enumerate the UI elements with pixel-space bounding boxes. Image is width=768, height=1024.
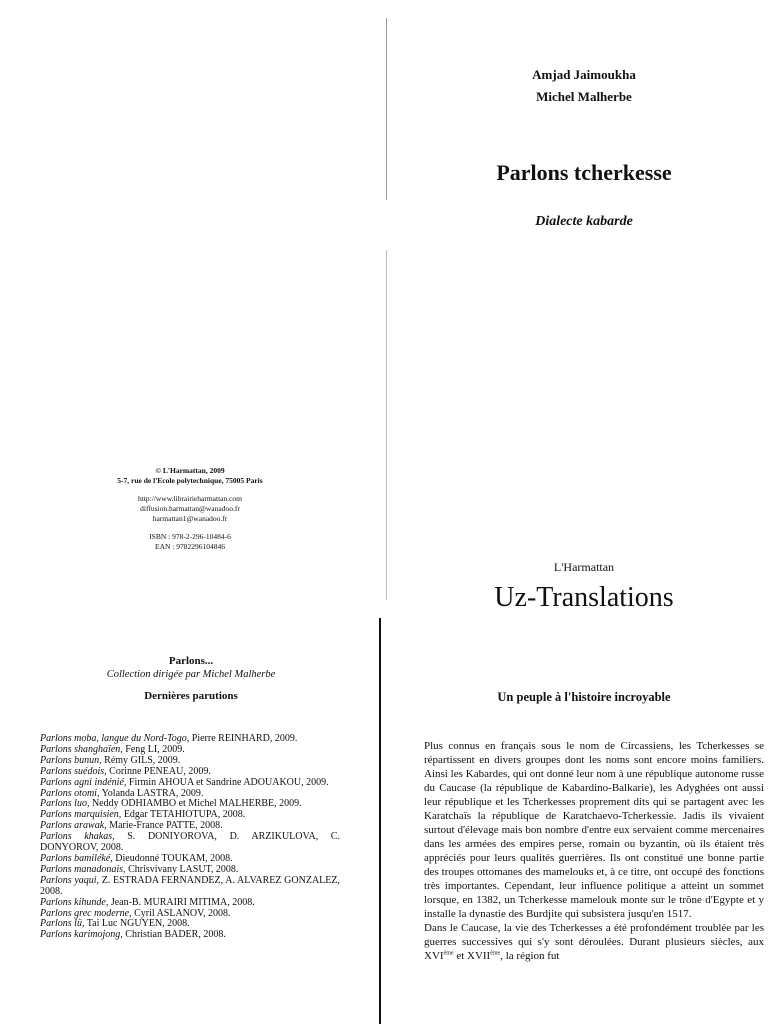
publication-entry: Parlons arawak, Marie-France PATTE, 2008. bbox=[40, 820, 223, 832]
publication-entry: Parlons yaqui, Z. ESTRADA FERNANDEZ, A. ALVAREZ GONZALEZ, 2008. bbox=[40, 874, 340, 897]
ean: EAN : 9782296104846 bbox=[155, 542, 225, 551]
publication-entry: Parlons kihunde, Jean-B. MURAIRI MITIMA, 2008. bbox=[40, 896, 255, 908]
series-title: Parlons... bbox=[168, 655, 214, 667]
page-gutter-shadow bbox=[379, 618, 381, 1024]
series-block bbox=[40, 654, 342, 703]
page-fold-line-top bbox=[386, 18, 387, 200]
publication-entry: Parlons lü, Tai Luc NGUYEN, 2008. bbox=[40, 918, 190, 930]
author-name: Amjad Jaimoukha bbox=[532, 67, 636, 82]
publication-entry: Parlons karimojong, Christian BADER, 2008. bbox=[40, 929, 226, 941]
publication-entry: Parlons khakas, S. DONIYOROVA, D. ARZIKULOVA, C. DONYOROV, 2008. bbox=[40, 831, 340, 854]
publisher-website: http://www.librairieharmattan.com bbox=[137, 494, 243, 503]
publisher-name: L'Harmattan bbox=[553, 560, 615, 574]
book-subtitle: Dialecte kabarde bbox=[535, 214, 633, 229]
authors bbox=[400, 64, 768, 108]
publication-entry: Parlons otomi, Yolanda LASTRA, 2009. bbox=[40, 787, 204, 799]
chapter-heading: Un peuple à l'histoire incroyable bbox=[497, 690, 671, 704]
author-name: Michel Malherbe bbox=[536, 89, 632, 104]
publication-entry: Parlons manadonais, Chrisvivany LASUT, 2008. bbox=[40, 863, 239, 875]
recent-publications-list bbox=[40, 734, 340, 941]
book-title: Parlons tcherkesse bbox=[496, 160, 672, 185]
publisher-email-2: harmattan1@wanadoo.fr bbox=[152, 514, 228, 523]
publisher-address: 5-7, rue de l'Ecole polytechnique, 75005 Paris bbox=[117, 476, 263, 485]
publication-entry: Parlons suédois, Corinne PENEAU, 2009. bbox=[40, 765, 211, 777]
watermark-text: Uz-Translations bbox=[494, 582, 674, 613]
paragraph: Dans le Caucase, la vie des Tcherkesses a été profondément troublée par les guerres successives qui s'y sont déroulées. Durant plusieurs siècles, aux XVIème et XVIIème, la région fut bbox=[424, 922, 764, 962]
publication-entry: Parlons luo, Neddy ODHIAMBO et Michel MALHERBE, 2009. bbox=[40, 798, 302, 810]
publication-entry: Parlons bunun, Rémy GILS, 2009. bbox=[40, 754, 181, 766]
copyright-block bbox=[40, 466, 340, 552]
publication-entry: Parlons bamiléké, Dieudonné TOUKAM, 2008. bbox=[40, 852, 233, 864]
publication-entry: Parlons shanghaïen, Feng LI, 2009. bbox=[40, 743, 185, 755]
title-page bbox=[400, 0, 768, 1024]
page-fold-line-middle bbox=[386, 250, 387, 600]
copyright-line: © L'Harmattan, 2009 bbox=[155, 466, 225, 475]
recent-publications-heading: Dernières parutions bbox=[144, 690, 238, 702]
isbn: ISBN : 978-2-296-10484-6 bbox=[149, 532, 231, 541]
publication-entry: Parlons marquisien, Edgar TETAHIOTUPA, 2008. bbox=[40, 809, 246, 821]
publisher-email-1: diffusion.harmattan@wanadoo.fr bbox=[140, 504, 240, 513]
publication-entry: Parlons moba, langue du Nord-Togo, Pierre REINHARD, 2009. bbox=[40, 733, 298, 744]
publication-entry: Parlons grec moderne, Cyril ASLANOV, 2008. bbox=[40, 907, 231, 919]
publication-entry: Parlons agni indénié, Firmin AHOUA et Sandrine ADOUAKOU, 2009. bbox=[40, 776, 329, 788]
series-editor: Collection dirigée par Michel Malherbe bbox=[106, 669, 276, 680]
paragraph: Plus connus en français sous le nom de Circassiens, les Tcherkesses se répartissent en divers groupes dont les noms sont encore moins familiers. Ainsi les Kabardes, qui ont donné leur nom à une république autonome russe du Caucase (la république de Kabardino-Balkarie), les Adyghées ont aussi leur république et les Tcherkesses proprement dits qui se partagent avec les Karatchaïs la république de Karatchaevo-Tcherkessie. Jadis ils vivaient surtout d'élevage mais bon nombre d'entre eux servaient comme mercenaires dans les armées des empires perse, romain ou byzantin, où ils étaient très appréciés pour leurs qualités guerrières. Ils ont constitué une bonne partie des troupes ottomanes des mamelouks et, à ce titre, ont occupé des fonctions très importantes. Cependant, leur influence politique a atteint un sommet lorsque, en 1382, un Tcherkesse mamelouk monte sur le trône d'Egypte et y installe la dynastie des Burdjite qui subsistera jusqu'en 1517. bbox=[424, 740, 764, 920]
body-text bbox=[424, 739, 764, 963]
